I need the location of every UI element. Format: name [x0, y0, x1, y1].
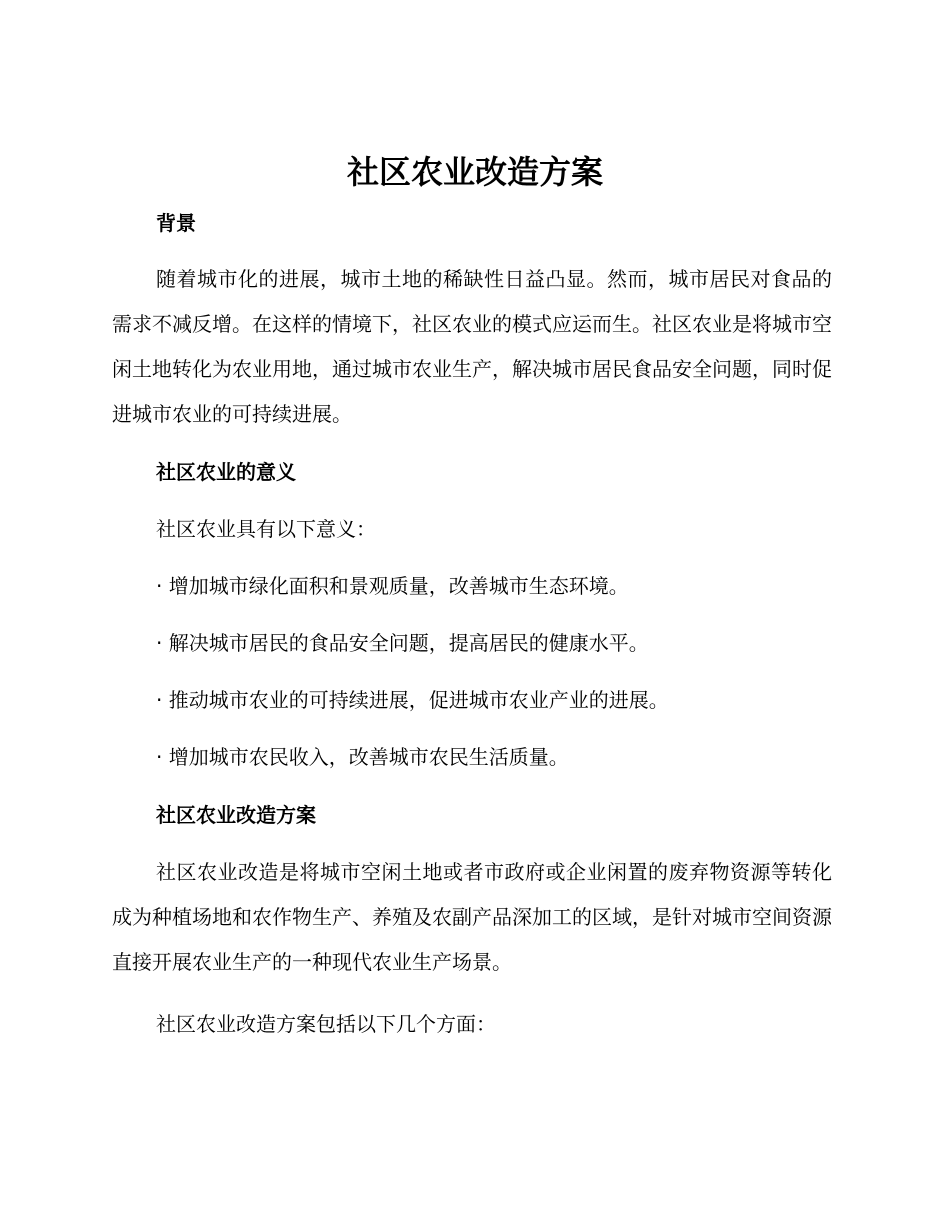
paragraph-plan: 社区农业改造是将城市空闲土地或者市政府或企业闲置的废弃物资源等转化成为种植场地和农作物生产、养殖及农副产品深加工的区域，是针对城市空间资源直接开展农业生产的一种现代农业生产场景。 — [112, 860, 832, 974]
heading-significance: 社区农业的意义 — [156, 460, 296, 484]
list-item: · 推动城市农业的可持续进展，促进城市农业产业的进展。 — [156, 688, 669, 712]
heading-plan: 社区农业改造方案 — [156, 803, 316, 827]
list-item: · 解决城市居民的食品安全问题，提高居民的健康水平。 — [156, 631, 649, 655]
paragraph-significance-intro: 社区农业具有以下意义： — [156, 517, 376, 541]
heading-background: 背景 — [156, 211, 196, 235]
paragraph-background: 随着城市化的进展，城市土地的稀缺性日益凸显。然而，城市居民对食品的需求不减反增。在这样的情境下，社区农业的模式应运而生。社区农业是将城市空闲土地转化为农业用地，通过城市农业生产，解决城市居民食品安全问题，同时促进城市农业的可持续进展。 — [112, 267, 832, 426]
list-item: · 增加城市农民收入，改善城市农民生活质量。 — [156, 745, 569, 769]
list-item: · 增加城市绿化面积和景观质量，改善城市生态环境。 — [156, 574, 629, 598]
document-title: 社区农业改造方案 — [346, 153, 603, 191]
paragraph-plan-intro: 社区农业改造方案包括以下几个方面： — [156, 1012, 496, 1036]
